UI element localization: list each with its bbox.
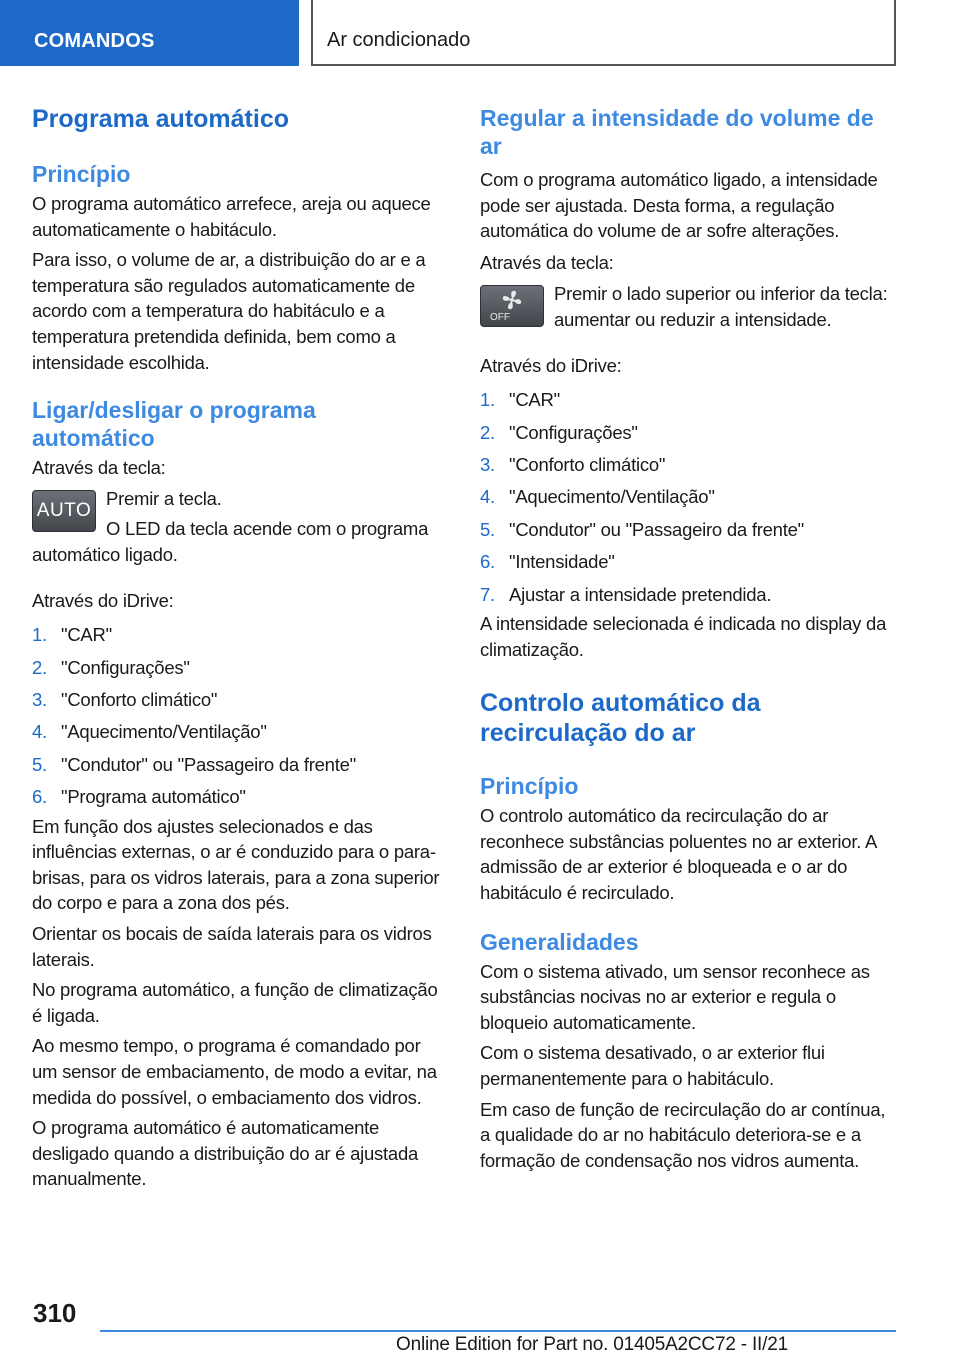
idrive-steps-list bbox=[32, 619, 450, 813]
paragraph: Através do iDrive: bbox=[32, 589, 174, 611]
page-number: 310 bbox=[33, 1298, 77, 1328]
heading-intensity: Regular a intensidade do volume de ar bbox=[480, 105, 874, 159]
paragraph: Através da tecla: bbox=[32, 457, 166, 479]
fan-icon bbox=[481, 286, 543, 326]
list-item: 3. "Conforto climático" bbox=[480, 453, 666, 475]
section-title-recirculation: Controlo automático da recirculação do ar bbox=[480, 689, 761, 748]
paragraph: A intensidade selecionada é indicada no display da climatização. bbox=[480, 613, 887, 660]
list-item: 3. "Conforto climático" bbox=[32, 688, 218, 710]
paragraph: O controlo automático da recirculação do ar reconhece substâncias poluentes no ar exterior. A admissão de ar exterior é bloqueada e o ar do habitáculo é recirculado. bbox=[480, 805, 877, 903]
auto-key-instruction bbox=[32, 486, 450, 568]
left-column bbox=[32, 100, 450, 1192]
list-item: 2. "Configurações" bbox=[32, 656, 190, 678]
list-item: 4. "Aquecimento/Ventilação" bbox=[480, 486, 715, 508]
paragraph: Com o sistema desativado, o ar exterior flui permanentemente para o habitáculo. bbox=[480, 1042, 825, 1089]
paragraph: Ao mesmo tempo, o programa é comandado por um sensor de embaciamento, de modo a evitar, na medida do possível, o embaciamento dos vidros. bbox=[32, 1035, 437, 1108]
list-item: 2. "Configurações" bbox=[480, 421, 638, 443]
heading-toggle-auto: Ligar/desligar o programa automático bbox=[32, 397, 316, 452]
list-item: 4. "Aquecimento/Ventilação" bbox=[32, 721, 267, 743]
paragraph: Através do iDrive: bbox=[480, 354, 622, 376]
fan-off-label: OFF bbox=[490, 312, 510, 324]
paragraph: Com o programa automático ligado, a intensidade pode ser ajustada. Desta forma, a regulação automática do volume de ar sofre alterações. bbox=[480, 169, 878, 242]
paragraph: O programa automático é automaticamente desligado quando a distribuição do ar é ajustada manualmente. bbox=[32, 1117, 419, 1190]
right-column bbox=[480, 100, 898, 1173]
paragraph: No programa automático, a função de climatização é ligada. bbox=[32, 979, 438, 1026]
list-item: 7. Ajustar a intensidade pretendida. bbox=[480, 583, 772, 605]
page-header bbox=[0, 0, 960, 66]
paragraph: O programa automático arrefece, areja ou aquece automaticamente o habitáculo. bbox=[32, 193, 431, 240]
list-item: 6. "Programa automático" bbox=[32, 786, 246, 808]
paragraph: Através da tecla: bbox=[480, 251, 614, 273]
fan-key-icon bbox=[480, 285, 544, 327]
heading-principle: Princípio bbox=[480, 773, 579, 800]
key-step: Premir a tecla. bbox=[106, 487, 222, 509]
idrive-steps-list bbox=[480, 384, 898, 611]
list-item: 5. "Condutor" ou "Passageiro da frente" bbox=[480, 518, 804, 540]
edition-note: Online Edition for Part no. 01405A2CC72 - II/21 bbox=[396, 1334, 788, 1355]
heading-general: Generalidades bbox=[480, 928, 639, 955]
paragraph: Orientar os bocais de saída laterais para os vidros laterais. bbox=[32, 922, 432, 970]
auto-key-icon: AUTO bbox=[32, 490, 96, 532]
paragraph: Em função dos ajustes selecionados e das influências externas, o ar é conduzido para o para-brisas, para os vidros laterais, para a zona superior do corpo e para a zona dos pés. bbox=[32, 815, 440, 914]
footer-divider bbox=[100, 1330, 896, 1332]
heading-principle: Princípio bbox=[32, 161, 131, 187]
section-tab: COMANDOS bbox=[0, 0, 299, 66]
list-item: 1. "CAR" bbox=[32, 624, 112, 646]
paragraph: Em caso de função de recirculação do ar contínua, a qualidade do ar no habitáculo deteriora-se e a formação de condensação nos vidros aumenta. bbox=[480, 1098, 886, 1171]
list-item: 6. "Intensidade" bbox=[480, 551, 615, 573]
paragraph: Com o sistema ativado, um sensor reconhece as substâncias nocivas no ar exterior e regula o bloqueio automaticamente. bbox=[480, 960, 870, 1033]
list-item: 5. "Condutor" ou "Passageiro da frente" bbox=[32, 753, 356, 775]
chapter-title: Ar condicionado bbox=[311, 0, 896, 66]
section-title-auto-program: Programa automático bbox=[32, 105, 290, 133]
paragraph: Para isso, o volume de ar, a distribuição do ar e a temperatura são regulados automaticamente de acordo com a temperatura do habitáculo e a temperatura pretendida definida, bem como a intensidade escolhida. bbox=[32, 249, 426, 373]
fan-key-step: Premir o lado superior ou inferior da tecla: aumentar ou reduzir a intensidade. bbox=[554, 283, 888, 330]
fan-key-instruction bbox=[480, 281, 898, 332]
key-led-note: O LED da tecla acende com o programa automático ligado. bbox=[32, 518, 429, 565]
list-item: 1. "CAR" bbox=[480, 389, 560, 411]
